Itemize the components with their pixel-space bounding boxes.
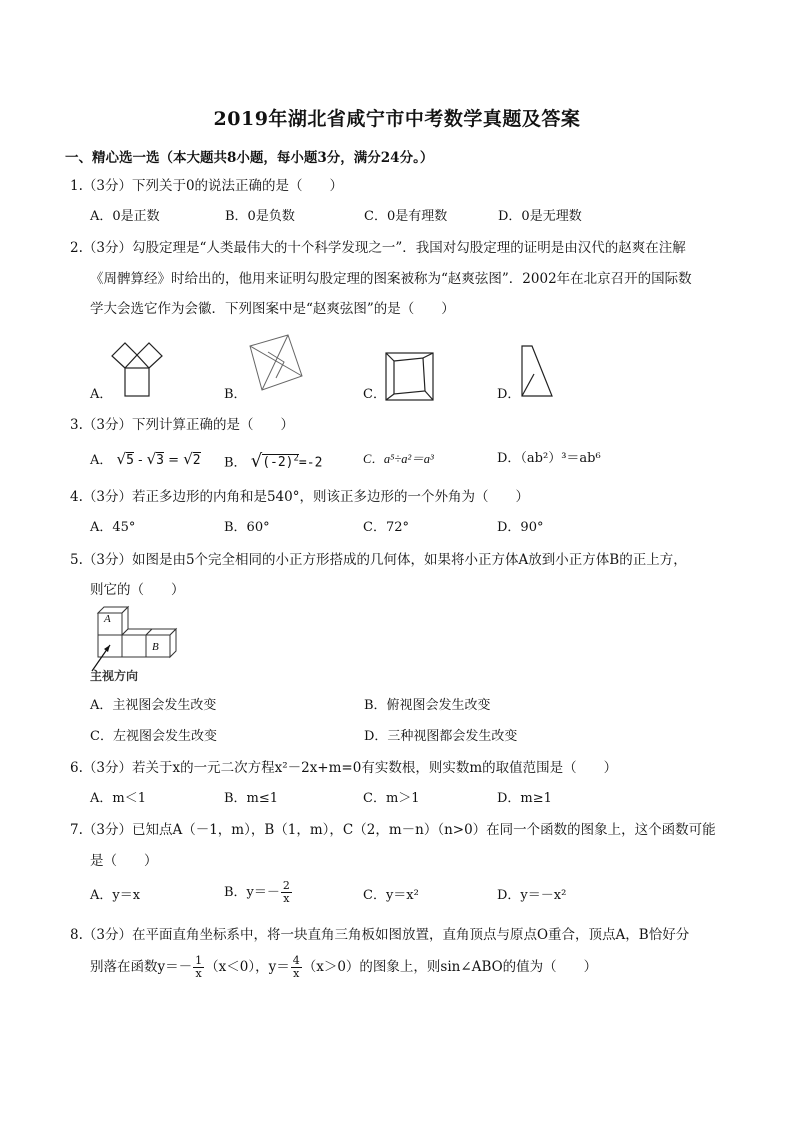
q5-option-b: B．俯视图会发生改变 <box>364 698 491 713</box>
figure-label-a: A <box>104 613 111 625</box>
figure-label-b: B <box>152 641 159 653</box>
cube-stack-figure <box>88 605 188 675</box>
q4-option-a: A．45° <box>90 520 136 535</box>
q6-option-b: B．m≤1 <box>224 791 279 806</box>
sqrt-sign-icon: √ <box>116 450 127 468</box>
q3-b-radicand <box>262 454 299 470</box>
q3-b-exponent: 2 <box>293 454 299 464</box>
q2-option-b-label: B． <box>224 387 247 402</box>
q1-option-b: B．0是负数 <box>225 209 295 224</box>
question-5-line-2: 则它的（ ） <box>90 582 185 598</box>
q3-b-rest: =-2 <box>298 455 323 471</box>
question-8-line-1: 8.（3分）在平面直角坐标系中，将一块直角三角板如图放置，直角顶点与原点O重合，顶点A，B恰好分 <box>70 927 690 943</box>
q3-a-radicand-2: 3 <box>156 453 164 468</box>
q5-option-c: C．左视图会发生改变 <box>90 729 217 744</box>
q7-b-prefix: B．y＝－ <box>224 885 280 900</box>
q8-fraction-1-numerator: 1 <box>195 954 203 967</box>
q3-option-d: D．（ab²）³＝ab⁶ <box>497 451 601 466</box>
q8-fraction-1 <box>193 955 204 980</box>
sqrt-sign-icon: √ <box>183 450 193 468</box>
question-7-line-1: 7.（3分）已知点A（－1，m），B（1，m），C（2，m－n）（n>0）在同一个函数的图象上，这个函数可能 <box>70 822 716 838</box>
q7-b-numerator: 2 <box>282 879 290 892</box>
question-2-line-3: 学大会选它作为会徽．下列图案中是“赵爽弦图”的是（ ） <box>90 301 455 317</box>
q2-option-a-label: A． <box>90 387 113 402</box>
q5-option-d: D．三种视图都会发生改变 <box>364 729 518 744</box>
q3-option-c: C．a⁵÷a²＝a³ <box>363 452 434 466</box>
question-4-stem: 4.（3分）若正多边形的内角和是540°，则该正多边形的一个外角为（ ） <box>70 489 529 505</box>
q4-option-c: C．72° <box>363 520 409 535</box>
question-1-stem: 1.（3分）下列关于0的说法正确的是（ ） <box>70 178 344 194</box>
q6-option-c: C．m＞1 <box>363 791 420 806</box>
question-7-line-2: 是（ ） <box>90 853 158 869</box>
q6-option-a: A．m＜1 <box>90 791 146 806</box>
q8-line2-part-c: （x＞0）的图象上，则sin∠ABO的值为（ ） <box>302 959 598 975</box>
q2-option-c-label: C． <box>363 387 386 402</box>
q8-fraction-2-denominator: x <box>293 967 300 980</box>
question-2-line-1: 2.（3分）勾股定理是“人类最伟大的十个科学发现之一”．我国对勾股定理的证明是由汉代的赵爽在注解 <box>70 240 686 256</box>
pythagoras-squares-figure <box>108 336 168 400</box>
q1-option-d: D．0是无理数 <box>498 209 582 224</box>
q7-b-fraction <box>281 880 292 905</box>
q3-b-inner: (-2) <box>262 455 294 471</box>
figure-caption: 主视方向 <box>90 669 139 683</box>
q7-option-b <box>224 880 293 905</box>
q1-option-c: C．0是有理数 <box>364 209 448 224</box>
q7-option-d: D．y＝－x² <box>497 888 567 903</box>
q2-option-d-label: D． <box>497 387 521 402</box>
question-2-line-2: 《周髀算经》时给出的，他用来证明勾股定理的图案被称为“赵爽弦图”．2002年在北京召开的国际数 <box>90 271 692 287</box>
question-3-stem: 3.（3分）下列计算正确的是（ ） <box>70 417 294 433</box>
q3-a-equals: = <box>168 453 180 468</box>
q3-a-minus: - <box>138 453 143 468</box>
question-8-line-2 <box>90 955 597 980</box>
q1-option-a: A．0是正数 <box>90 209 160 224</box>
q3-a-radicand-1: 5 <box>126 453 134 468</box>
q3-a-label: A． <box>90 453 113 468</box>
q6-option-d: D．m≥1 <box>497 791 552 806</box>
q4-option-d: D．90° <box>497 520 544 535</box>
question-5-line-1: 5.（3分）如图是由5个完全相同的小正方形搭成的几何体，如果将小正方体A放到小正方体B的正上方， <box>70 552 687 568</box>
q3-option-a <box>90 450 201 470</box>
q7-b-denominator: x <box>283 892 290 905</box>
q3-a-radicand-3: 2 <box>192 453 201 468</box>
triangle-figure <box>516 344 556 400</box>
q8-fraction-1-denominator: x <box>195 967 202 980</box>
zhao-shuang-figure <box>385 352 435 402</box>
q7-option-c: C．y＝x² <box>363 888 419 903</box>
q8-fraction-2 <box>291 955 302 980</box>
q8-line2-part-b: （x＜0），y＝ <box>205 959 290 975</box>
q3-b-label: B． <box>224 455 247 471</box>
q7-option-a: A．y＝x <box>90 888 141 903</box>
question-6-stem: 6.（3分）若关于x的一元二次方程x²－2x+m=0有实数根，则实数m的取值范围是（ ） <box>70 760 618 776</box>
section-heading: 一、精心选一选（本大题共8小题，每小题3分，满分24分。） <box>65 150 434 166</box>
q5-option-a: A．主视图会发生改变 <box>90 698 217 713</box>
q4-option-b: B．60° <box>224 520 270 535</box>
q8-line2-part-a: 别落在函数y＝－ <box>90 959 193 975</box>
sqrt-sign-icon: √ <box>250 450 263 472</box>
q3-option-b <box>224 450 322 472</box>
q8-fraction-2-numerator: 4 <box>292 954 300 967</box>
page-title: 2019年湖北省咸宁市中考数学真题及答案 <box>213 108 581 130</box>
rotated-square-figure <box>244 332 306 394</box>
sqrt-sign-icon: √ <box>146 450 157 468</box>
